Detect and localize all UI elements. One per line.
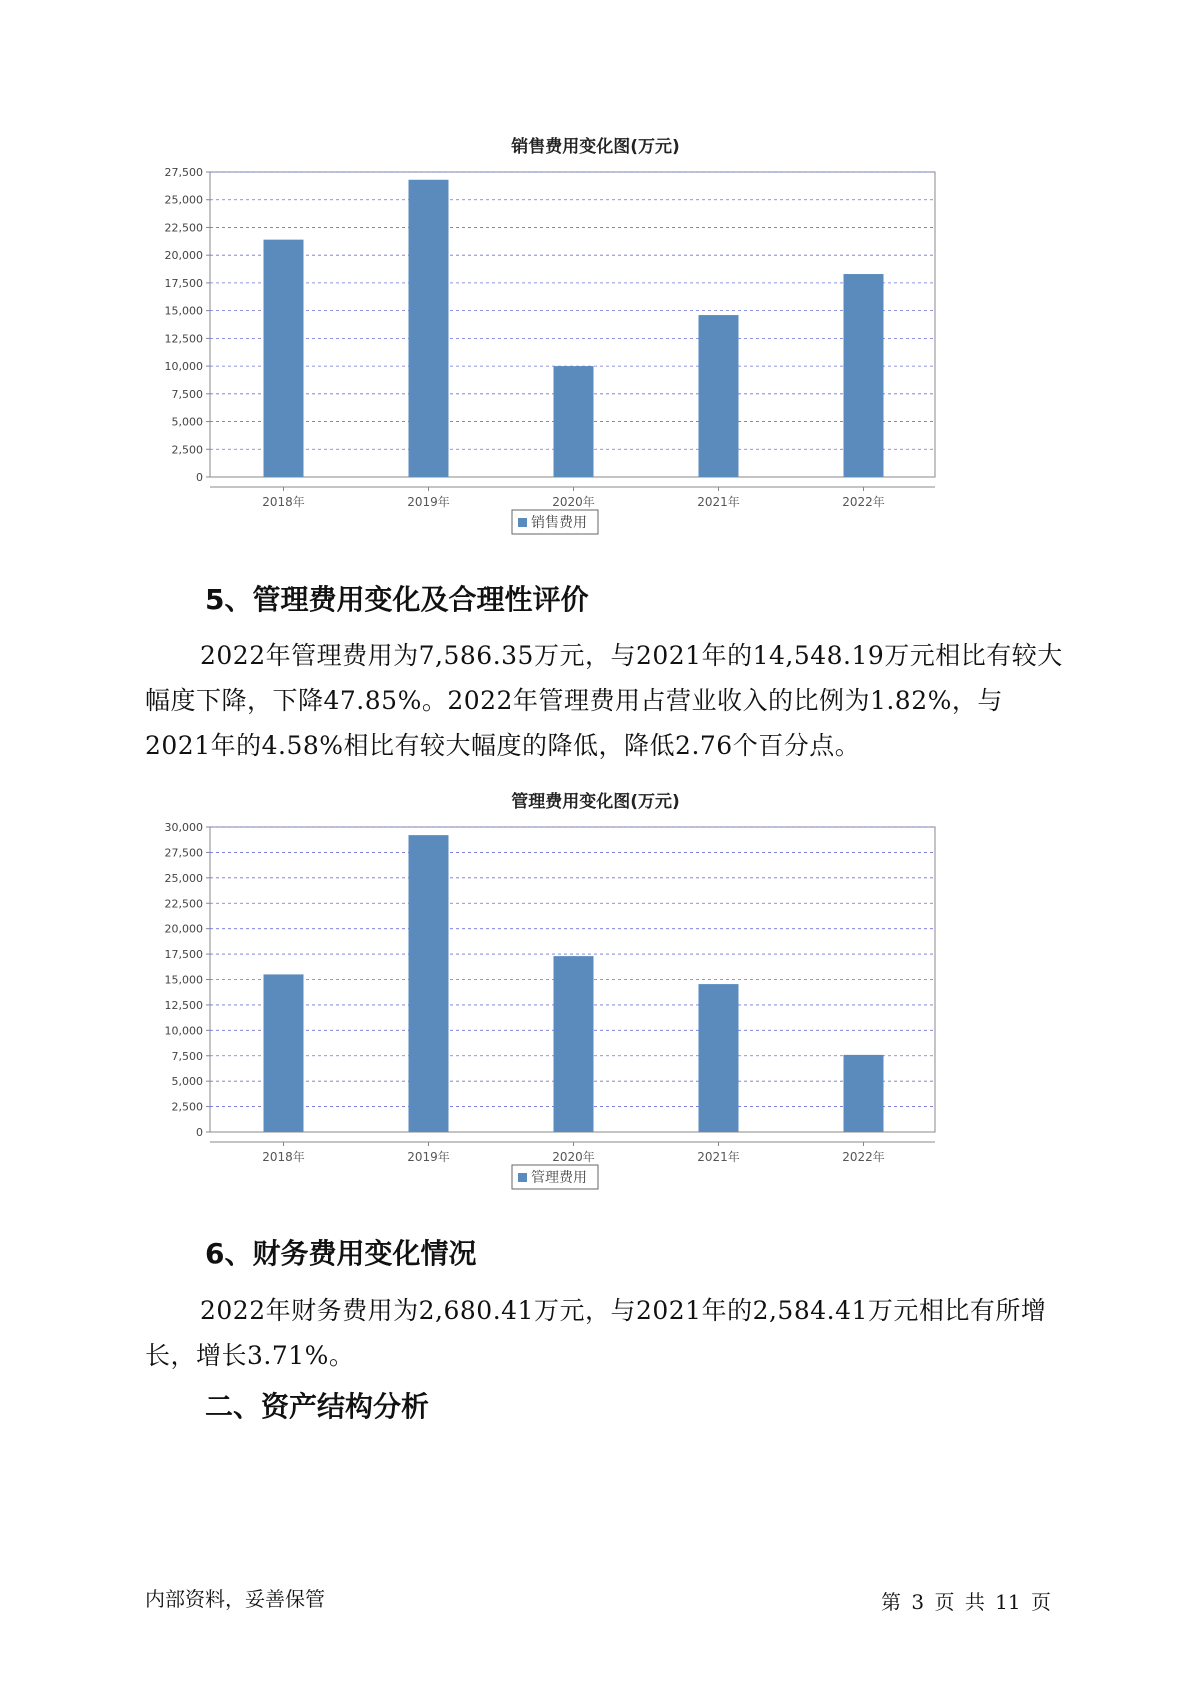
x-tick-label: 2022年 bbox=[842, 1150, 885, 1164]
y-tick-label: 12,500 bbox=[164, 332, 203, 346]
x-tick-label: 2021年 bbox=[697, 1150, 740, 1164]
y-tick-label: 15,000 bbox=[164, 304, 203, 318]
footer-page-number: 第 3 页 共 11 页 bbox=[881, 1590, 1051, 1614]
x-tick-label: 2018年 bbox=[262, 1150, 305, 1164]
y-tick-label: 12,500 bbox=[164, 998, 203, 1012]
y-tick-label: 2,500 bbox=[171, 1100, 203, 1114]
x-tick-label: 2019年 bbox=[407, 495, 450, 509]
y-tick-label: 0 bbox=[196, 471, 203, 484]
legend-swatch bbox=[518, 1173, 527, 1182]
y-tick-label: 10,000 bbox=[164, 1024, 203, 1038]
bar-2020年 bbox=[554, 366, 594, 477]
y-tick-label: 25,000 bbox=[164, 193, 203, 207]
section6-heading: 6、财务费用变化情况 bbox=[205, 1237, 477, 1270]
y-tick-label: 5,000 bbox=[171, 415, 203, 429]
y-tick-label: 27,500 bbox=[164, 846, 203, 860]
legend bbox=[512, 1165, 598, 1189]
x-tick-label: 2020年 bbox=[552, 1150, 595, 1164]
bar-2020年 bbox=[554, 956, 594, 1132]
y-tick-label: 2,500 bbox=[171, 443, 203, 457]
admin-expense-chart bbox=[150, 815, 950, 1205]
bar-2018年 bbox=[264, 240, 304, 477]
bar-2022年 bbox=[844, 1055, 884, 1132]
bar-2022年 bbox=[844, 274, 884, 477]
legend-label: 管理费用 bbox=[531, 1170, 587, 1186]
section5-heading: 5、管理费用变化及合理性评价 bbox=[205, 583, 589, 616]
y-tick-label: 30,000 bbox=[164, 821, 203, 834]
y-tick-label: 20,000 bbox=[164, 922, 203, 936]
section6-paragraph: 2022年财务费用为2,680.41万元，与2021年的2,584.41万元相比有所增长，增长3.71%。 bbox=[145, 1296, 1047, 1370]
y-tick-label: 10,000 bbox=[164, 360, 203, 374]
bar-2019年 bbox=[409, 835, 449, 1132]
x-tick-label: 2021年 bbox=[697, 495, 740, 509]
y-tick-label: 15,000 bbox=[164, 973, 203, 987]
bar-2018年 bbox=[264, 974, 304, 1132]
y-tick-label: 20,000 bbox=[164, 249, 203, 263]
bar-2019年 bbox=[409, 180, 449, 477]
y-tick-label: 7,500 bbox=[171, 1049, 203, 1063]
x-tick-label: 2019年 bbox=[407, 1150, 450, 1164]
bar-2021年 bbox=[699, 315, 739, 477]
x-tick-label: 2022年 bbox=[842, 495, 885, 509]
y-tick-label: 22,500 bbox=[164, 897, 203, 911]
chart1-title: 销售费用变化图(万元) bbox=[511, 137, 680, 157]
legend bbox=[512, 510, 598, 534]
legend-label: 销售费用 bbox=[531, 515, 587, 531]
y-tick-label: 17,500 bbox=[164, 276, 203, 290]
y-tick-label: 22,500 bbox=[164, 221, 203, 235]
x-tick-label: 2020年 bbox=[552, 495, 595, 509]
bar-2021年 bbox=[699, 984, 739, 1132]
y-tick-label: 7,500 bbox=[171, 387, 203, 401]
footer-confidential-note: 内部资料，妥善保管 bbox=[145, 1587, 325, 1611]
sales-expense-chart bbox=[150, 160, 950, 550]
y-tick-label: 25,000 bbox=[164, 871, 203, 885]
chart2-title: 管理费用变化图(万元) bbox=[511, 792, 680, 812]
y-tick-label: 27,500 bbox=[164, 166, 203, 179]
legend-swatch bbox=[518, 518, 527, 527]
sales-expense-chart-svg bbox=[150, 160, 950, 550]
y-tick-label: 0 bbox=[196, 1126, 203, 1139]
admin-expense-chart-svg bbox=[150, 815, 950, 1205]
y-tick-label: 5,000 bbox=[171, 1075, 203, 1089]
y-tick-label: 17,500 bbox=[164, 948, 203, 962]
x-tick-label: 2018年 bbox=[262, 495, 305, 509]
section5-paragraph: 2022年管理费用为7,586.35万元，与2021年的14,548.19万元相比有较大幅度下降，下降47.85%。2022年管理费用占营业收入的比例为1.82%，与2021年的4.58%相比有较大幅度的降低，降低2.76个百分点。 bbox=[145, 641, 1063, 760]
asset-structure-heading: 二、资产结构分析 bbox=[205, 1390, 430, 1423]
